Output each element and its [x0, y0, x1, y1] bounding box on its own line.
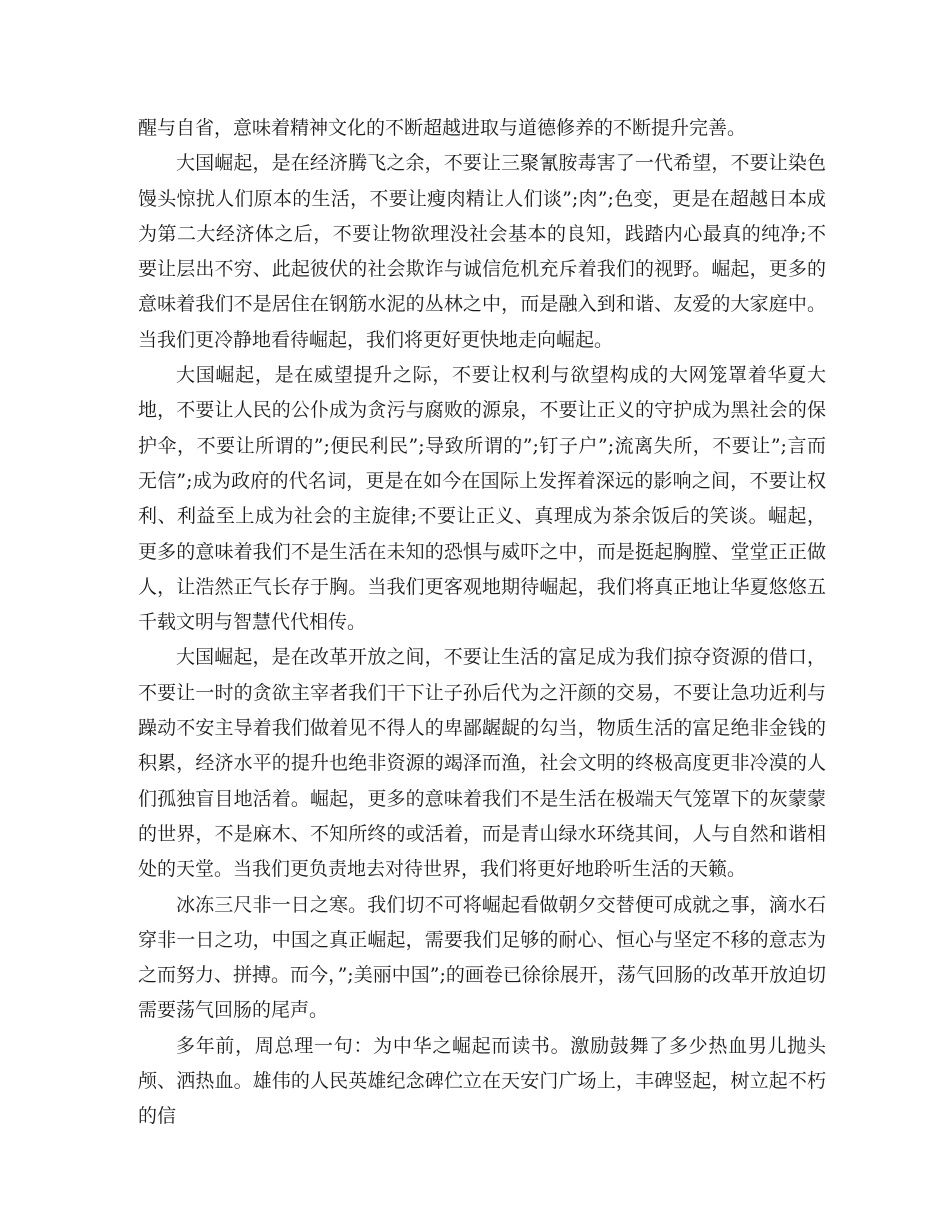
paragraph-prestige: 大国崛起，是在威望提升之际，不要让权利与欲望构成的大网笼罩着华夏大地，不要让人民的公仆成为贪污与腐败的源泉，不要让正义的守护成为黑社会的保护伞，不要让所谓的”;便民利民”;导致所谓的”;钉子户”;流离失所，不要让”;言而无信”;成为政府的代名词，更是在如今在国际上发挥着深远的影响之间，不要让权利、利益至上成为社会的主旋律;不要让正义、真理成为茶余饭后的笑谈。崛起，更多的意味着我们不是生活在未知的恐惧与威吓之中，而是挺起胸膛、堂堂正正做人，让浩然正气长存于胸。当我们更客观地期待崛起，我们将真正地让华夏悠悠五千载文明与智慧代代相传。 [138, 364, 826, 634]
paragraph-patience: 冰冻三尺非一日之寒。我们切不可将崛起看做朝夕交替便可成就之事，滴水石穿非一日之功，中国之真正崛起，需要我们足够的耐心、恒心与坚定不移的意志为之而努力、拼搏。而今，”;美丽中国”;的画卷已徐徐展开，荡气回肠的改革开放迫切需要荡气回肠的尾声。 [138, 893, 826, 1022]
paragraph-reform: 大国崛起，是在改革开放之间，不要让生活的富足成为我们掠夺资源的借口，不要让一时的贪欲主宰者我们干下让子孙后代为之汗颜的交易，不要让急功近利与躁动不安主导着我们做着见不得人的卑鄙龌龊的勾当，物质生活的富足绝非金钱的积累，经济水平的提升也绝非资源的竭泽而渔，社会文明的终极高度更非冷漠的人们孤独盲目地活着。崛起，更多的意味着我们不是生活在极端天气笼罩下的灰蒙蒙的世界，不是麻木、不知所终的或活着，而是青山绿水环绕其间，人与自然和谐相处的天堂。当我们更负责地去对待世界，我们将更好地聆听生活的天籁。 [138, 646, 826, 881]
paragraph-continued: 醒与自省，意味着精神文化的不断超越进取与道德修养的不断提升完善。 [138, 117, 747, 139]
paragraph-economy: 大国崛起，是在经济腾飞之余，不要让三聚氰胺毒害了一代希望，不要让染色馒头惊扰人们原本的生活，不要让瘦肉精让人们谈”;肉”;色变，更是在超越日本成为第二大经济体之后，不要让物欲理没社会基本的良知，践踏内心最真的纯净;不要让层出不穷、此起彼伏的社会欺诈与诚信危机充斥着我们的视野。崛起，更多的意味着我们不是居住在钢筋水泥的丛林之中，而是融入到和谐、友爱的大家庭中。当我们更冷静地看待崛起，我们将更好更快地走向崛起。 [138, 152, 826, 351]
paragraph-premier-zhou: 多年前，周总理一句：为中华之崛起而读书。激励鼓舞了多少热血男儿抛头颅、洒热血。雄伟的人民英雄纪念碑伫立在天安门广场上，丰碑竖起，树立起不朽的信 [138, 1034, 826, 1128]
essay-body [138, 111, 826, 1135]
